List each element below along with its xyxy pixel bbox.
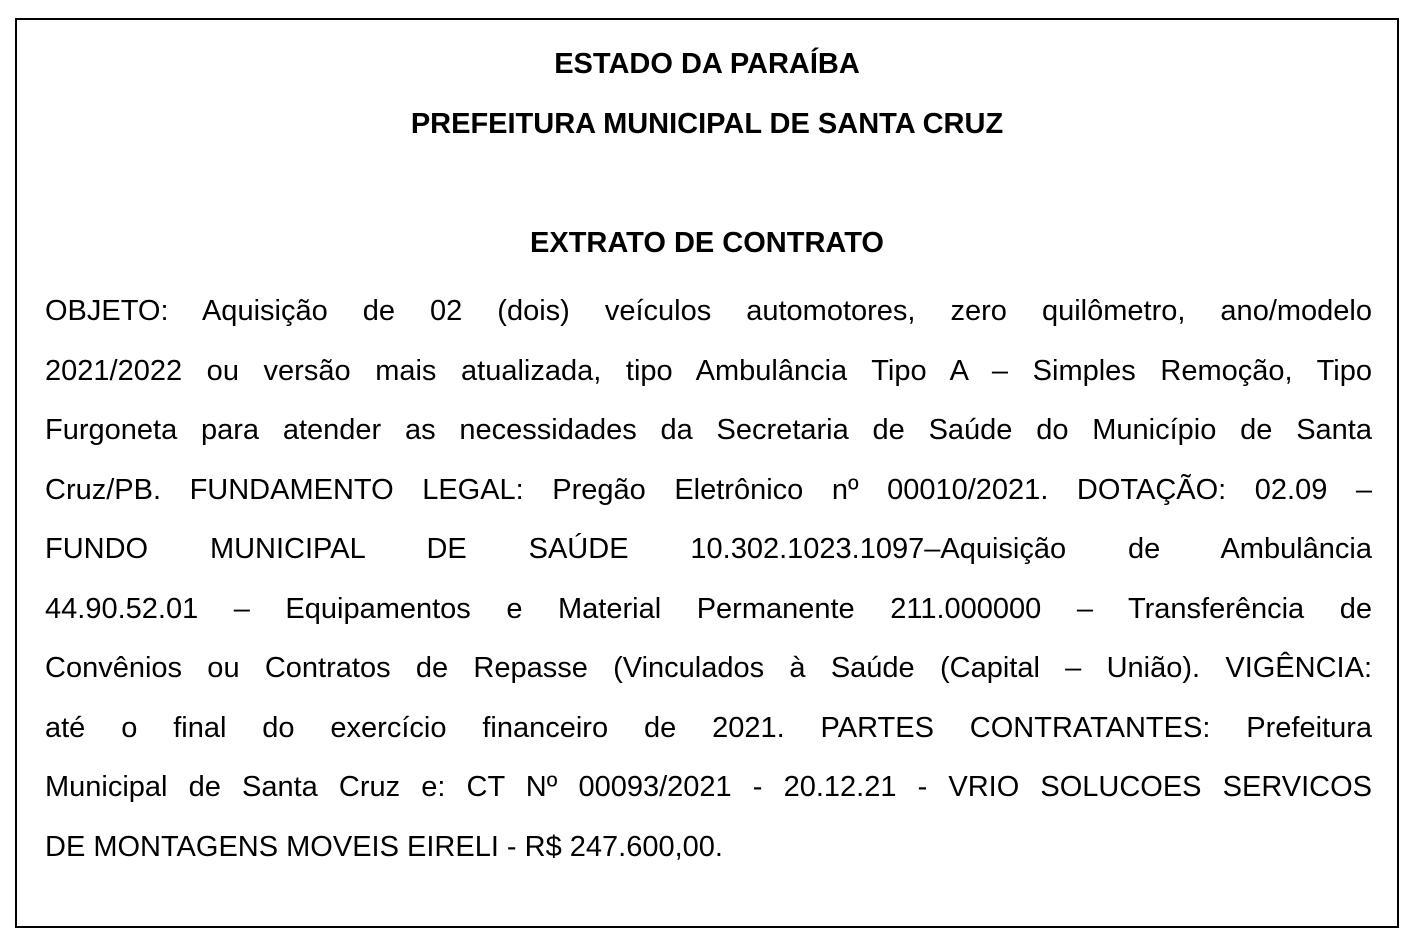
body-line: até o final do exercício financeiro de 2021. PARTES CONTRATANTES: Prefeitura xyxy=(45,711,1372,744)
state-heading: ESTADO DA PARAÍBA xyxy=(554,48,860,80)
body-line: DE MONTAGENS MOVEIS EIRELI - R$ 247.600,00. xyxy=(45,830,723,863)
body-line: FUNDO MUNICIPAL DE SAÚDE 10.302.1023.1097–Aquisição de Ambulância xyxy=(45,533,1372,565)
body-line: 2021/2022 ou versão mais atualizada, tipo Ambulância Tipo A – Simples Remoção, Tipo xyxy=(45,354,1372,387)
body-line: Municipal de Santa Cruz e: CT Nº 00093/2021 - 20.12.21 - VRIO SOLUCOES SERVICOS xyxy=(45,771,1372,803)
body-line: Convênios ou Contratos de Repasse (Vinculados à Saúde (Capital – União). VIGÊNCIA: xyxy=(45,652,1372,684)
contract-body xyxy=(45,282,1372,877)
body-line: 44.90.52.01 – Equipamentos e Material Permanente 211.000000 – Transferência de xyxy=(45,592,1372,625)
document-frame xyxy=(15,18,1399,928)
body-line: Furgoneta para atender as necessidades da Secretaria de Saúde do Município de Santa xyxy=(45,414,1372,446)
document-title: EXTRATO DE CONTRATO xyxy=(530,227,884,259)
body-line: OBJETO: Aquisição de 02 (dois) veículos automotores, zero quilômetro, ano/modelo xyxy=(45,295,1372,327)
municipality-heading: PREFEITURA MUNICIPAL DE SANTA CRUZ xyxy=(410,108,1004,140)
body-line: Cruz/PB. FUNDAMENTO LEGAL: Pregão Eletrônico nº 00010/2021. DOTAÇÃO: 02.09 – xyxy=(45,473,1372,506)
